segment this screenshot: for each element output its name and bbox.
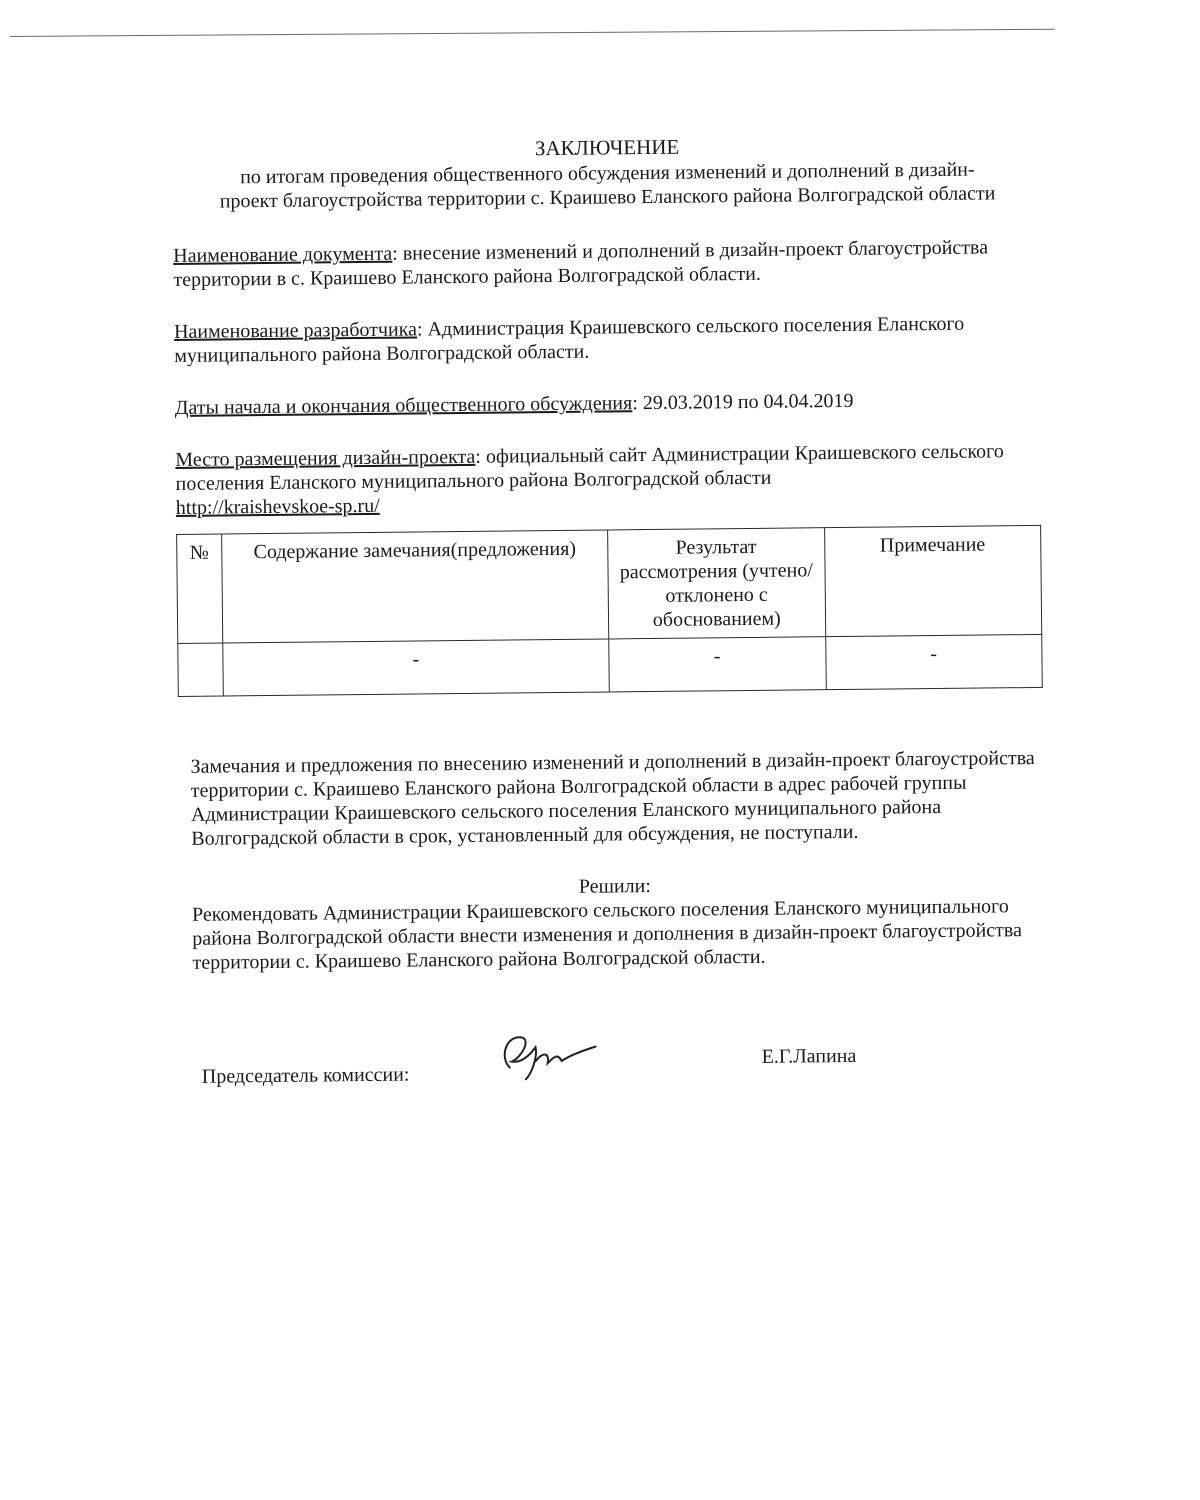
- document-subtitle: по итогам проведения общественного обсуждения изменений и дополнений в дизайн-проект благоустройства территории с. Краишево Еланского района Волгоградской области: [219, 158, 996, 213]
- remarks-table: [176, 525, 1043, 697]
- cell-content: -: [223, 639, 610, 696]
- signature-label: Председатель комиссии:: [201, 1063, 410, 1088]
- header-result: Результат рассмотрения (учтено/ отклонено с обоснованием): [608, 528, 826, 639]
- remarks-paragraph: Замечания и предложения по внесению изменений и дополнений в дизайн-проект благоустройства территории с. Краишево Еланского района Волгоградской области в адрес рабочей группы Администрации Краишевского сельского поселения Еланского муниципального района Волгоградской области в срок, установленный для обсуждения, не поступали.: [190, 747, 1035, 850]
- decision-text: Рекомендовать Администрации Краишевского сельского поселения Еланского муниципального района Волгоградской области внести изменения и дополнения в дизайн-проект благоустройства территории с. Краишево Еланского района Волгоградской области.: [191, 895, 1023, 974]
- field-value: : внесение изменений и дополнений в дизайн-проект благоустройства территории в с. Краишево Еланского района Волгоградской области.: [173, 236, 989, 291]
- document-page: [172, 131, 1052, 1115]
- cell-note: -: [825, 634, 1042, 689]
- header-num: №: [177, 534, 223, 643]
- decided-heading: Решили:: [578, 875, 652, 898]
- field-label: Наименование разработчика: [173, 318, 418, 343]
- field-discussion-dates: [175, 387, 1045, 420]
- field-document-name: [173, 235, 1043, 292]
- field-label: Место размещения дизайн-проекта: [175, 445, 476, 471]
- table-row: [178, 634, 1043, 696]
- field-value: : официальный сайт Администрации Краишевского сельского поселения Еланского муниципального района Волгоградской области: [175, 440, 1004, 495]
- signatory-name: Е.Г.Лапина: [761, 1044, 857, 1068]
- field-value: : Администрация Краишевского сельского поселения Еланского муниципального района Волгоградской области.: [174, 312, 965, 367]
- scan-edge-line: [10, 29, 1055, 37]
- field-label: Даты начала и окончания общественного обсуждения: [174, 392, 633, 419]
- header-note: Примечание: [824, 525, 1042, 636]
- field-label: Наименование документа: [173, 242, 393, 267]
- table-header-row: [177, 525, 1042, 643]
- field-developer-name: [174, 311, 1044, 368]
- handwritten-signature-icon: [491, 1027, 602, 1088]
- signature-block: [201, 1036, 1052, 1115]
- cell-result: -: [609, 637, 826, 692]
- document-title: ЗАКЛЮЧЕНИЕ: [534, 134, 680, 161]
- header-content: Содержание замечания(предложения): [222, 530, 609, 643]
- field-placement: [175, 439, 1046, 520]
- cell-num: [178, 643, 223, 696]
- website-link[interactable]: http://kraishevskoe-sp.ru/: [175, 494, 380, 519]
- field-value: : 29.03.2019 по 04.04.2019: [632, 389, 854, 415]
